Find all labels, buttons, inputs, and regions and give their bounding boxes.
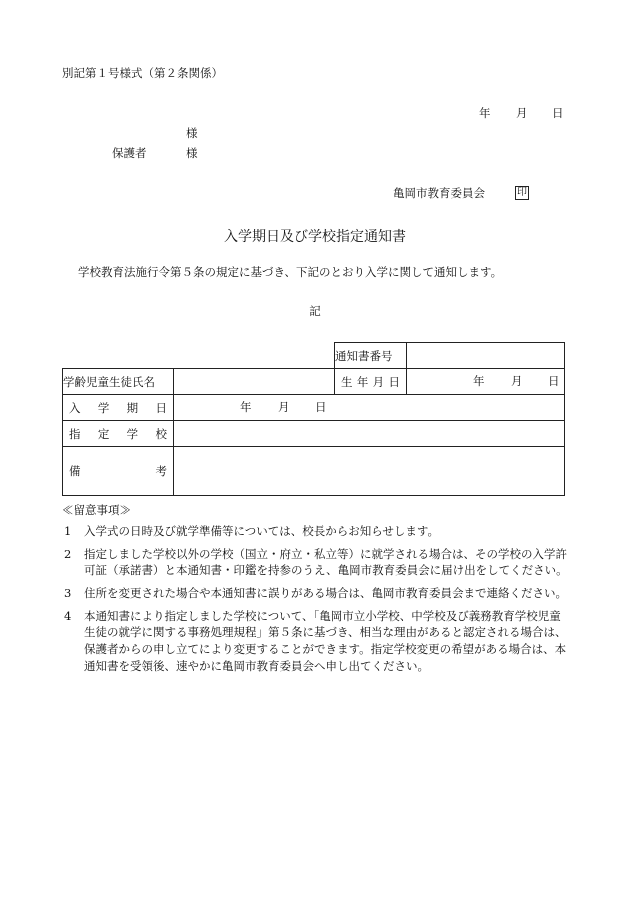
remarks-label-char: 備 — [69, 464, 81, 478]
birthdate-label-char: 日 — [388, 374, 400, 389]
notice-number-label: 通知書番号 — [335, 343, 407, 369]
table-row-child-name — [63, 369, 565, 395]
table-row-entry-date — [63, 395, 565, 421]
school-label-char: 定 — [97, 426, 110, 441]
child-name-label: 学齢児童生徒氏名 — [63, 369, 174, 395]
note-number: 3 — [64, 585, 72, 600]
designated-school-field[interactable] — [174, 421, 565, 447]
notes-heading: ≪留意事項≫ — [62, 503, 131, 517]
notice-number-field[interactable] — [407, 343, 565, 369]
notes-section — [62, 503, 568, 680]
child-name-field[interactable] — [174, 369, 335, 395]
school-label-char: 学 — [126, 426, 139, 441]
note-item — [62, 608, 568, 675]
entry-date-label-char: 入 — [69, 400, 81, 415]
entry-date-label-char: 期 — [126, 400, 139, 415]
school-label-char: 校 — [155, 426, 167, 441]
note-text: 入学式の日時及び就学準備等については、校長からお知らせします。 — [84, 523, 440, 538]
note-item — [62, 523, 568, 540]
entry-date-label — [63, 395, 174, 421]
date-year-label: 年 — [479, 106, 491, 120]
entry-day-unit: 日 — [315, 400, 327, 414]
entry-date-field[interactable] — [174, 395, 565, 421]
addressee-honorific: 様 — [186, 126, 198, 140]
birthdate-label-char: 年 — [356, 374, 369, 389]
note-number: 2 — [64, 546, 72, 561]
remarks-label-char: 考 — [155, 464, 167, 478]
birth-year-unit: 年 — [473, 374, 485, 388]
official-seal: 印 — [517, 187, 527, 198]
note-item — [62, 546, 568, 579]
date-month-label: 月 — [516, 106, 528, 120]
birthdate-label-char: 生 — [341, 374, 353, 389]
remarks-field[interactable] — [174, 447, 565, 496]
notice-table — [62, 342, 565, 496]
table-row-notice-number — [63, 343, 565, 369]
intro-text: 学校教育法施行令第５条の規定に基づき、下記のとおり入学に関して通知します。 — [78, 265, 503, 279]
table-row-remarks — [63, 447, 565, 496]
entry-date-label-char: 学 — [97, 400, 110, 415]
note-number: 1 — [64, 523, 72, 538]
remarks-label — [63, 447, 174, 496]
date-day-label: 日 — [552, 106, 564, 120]
note-item — [62, 585, 568, 602]
designated-school-label — [63, 421, 174, 447]
note-text: 本通知書により指定しました学校について、「亀岡市立小学校、中学校及び義務教育学校児童生徒の就学に関する事務処理規程」第５条に基づき、相当な理由があると認定される場合は、保護者からの申し立てにより変更することができます。指定学校変更の希望がある場合は、本通知書を受領後、速やかに亀岡市教育委員会へ申し出てください。 — [84, 608, 567, 673]
birth-month-unit: 月 — [511, 374, 523, 388]
entry-month-unit: 月 — [278, 400, 290, 414]
entry-date-label-char: 日 — [155, 400, 167, 415]
birthdate-field[interactable] — [407, 369, 565, 395]
note-text: 指定しました学校以外の学校（国立・府立・私立等）に就学される場合は、その学校の入学許可証（承諾書）と本通知書・印鑑を持参のうえ、亀岡市教育委員会に届け出をしてください。 — [84, 546, 568, 578]
table-row-school — [63, 421, 565, 447]
birth-day-unit: 日 — [548, 374, 560, 388]
document-title: 入学期日及び学校指定通知書 — [224, 229, 406, 245]
entry-year-unit: 年 — [240, 400, 252, 414]
birthdate-label — [335, 369, 407, 395]
form-number-label: 別記第１号様式（第２条関係） — [62, 66, 223, 80]
note-number: 4 — [64, 608, 72, 623]
school-label-char: 指 — [69, 426, 81, 441]
ki-heading: 記 — [309, 304, 321, 318]
guardian-label: 保護者 — [112, 146, 147, 160]
birthdate-label-char: 月 — [372, 374, 385, 389]
note-text: 住所を変更された場合や本通知書に誤りがある場合は、亀岡市教育委員会まで連絡ください。 — [84, 585, 567, 600]
guardian-honorific: 様 — [186, 146, 198, 160]
issuer-name: 亀岡市教育委員会 — [393, 186, 485, 200]
